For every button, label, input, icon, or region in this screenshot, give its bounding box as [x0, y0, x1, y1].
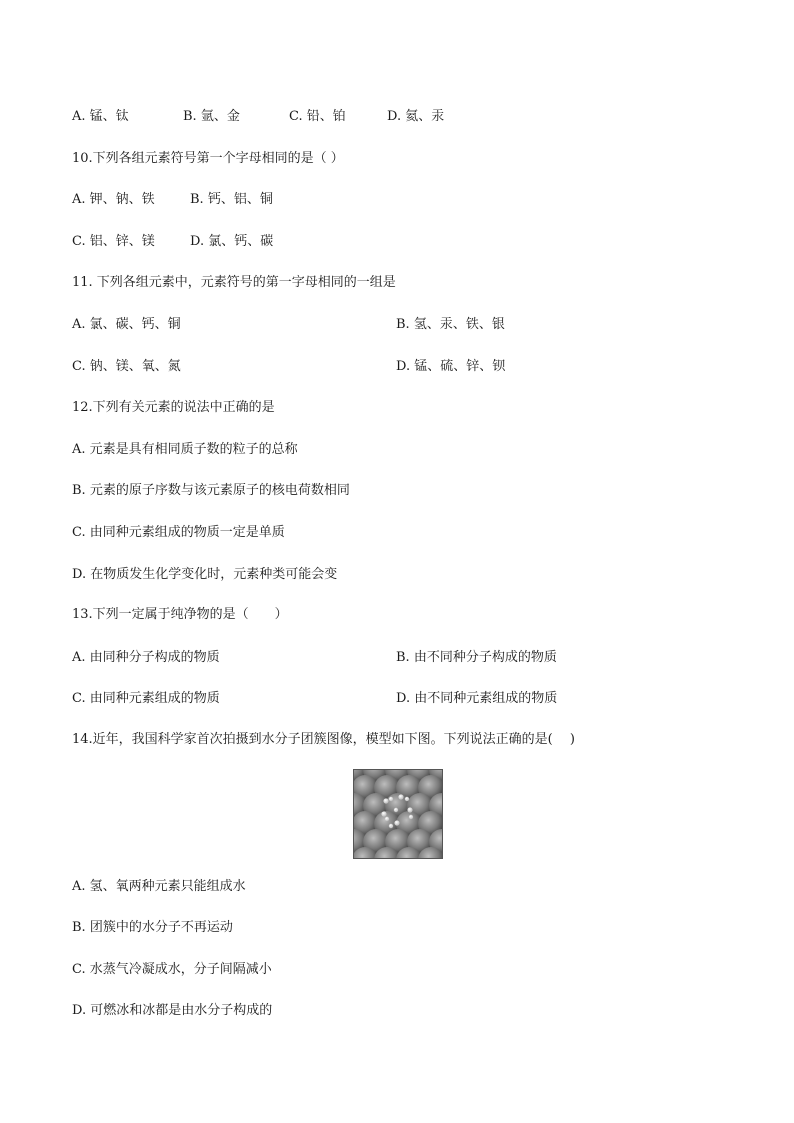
q13-option-a: A. 由同种分子构成的物质	[72, 650, 220, 665]
q14-stem: 14.近年，我国科学家首次拍摄到水分子团簇图像，模型如下图。下列说法正确的是( )	[72, 732, 575, 747]
q12-option-a: A. 元素是具有相同质子数的粒子的总称	[72, 442, 298, 457]
q14-option-a: A. 氢、氧两种元素只能组成水	[72, 879, 246, 894]
q13-option-d: D. 由不同种元素组成的物质	[396, 691, 558, 706]
q11-option-a: A. 氯、碳、钙、铜	[72, 317, 181, 332]
q10-option-c: C. 铝、锌、镁	[72, 234, 155, 249]
q9-option-d: D. 氦、汞	[387, 109, 445, 124]
q10-stem: 10.下列各组元素符号第一个字母相同的是（ ）	[72, 151, 344, 166]
q12-stem: 12.下列有关元素的说法中正确的是	[72, 400, 275, 415]
q12-option-d: D. 在物质发生化学变化时，元素种类可能会变	[72, 567, 338, 582]
q13-option-b: B. 由不同种分子构成的物质	[396, 650, 557, 665]
water-cluster-model-graphic	[354, 770, 442, 858]
q11-option-b: B. 氢、汞、铁、银	[396, 317, 505, 332]
q9-option-a: A. 锰、钛	[72, 109, 129, 124]
q11-option-c: C. 钠、镁、氧、氮	[72, 359, 181, 374]
water-cluster-image	[353, 769, 443, 859]
q10-option-b: B. 钙、铝、铜	[190, 192, 273, 207]
q14-option-c: C. 水蒸气冷凝成水，分子间隔减小	[72, 962, 272, 977]
q11-option-d: D. 锰、硫、锌、钡	[396, 359, 506, 374]
q14-option-d: D. 可燃冰和冰都是由水分子构成的	[72, 1003, 273, 1018]
q9-option-c: C. 铅、铂	[289, 109, 346, 124]
q12-option-b: B. 元素的原子序数与该元素原子的核电荷数相同	[72, 483, 350, 498]
q13-option-c: C. 由同种元素组成的物质	[72, 691, 220, 706]
q11-stem: 11. 下列各组元素中，元素符号的第一字母相同的一组是	[72, 275, 396, 290]
q13-stem: 13.下列一定属于纯净物的是（ ）	[72, 607, 288, 622]
q9-option-b: B. 氩、金	[183, 109, 240, 124]
q14-option-b: B. 团簇中的水分子不再运动	[72, 920, 233, 935]
q12-option-c: C. 由同种元素组成的物质一定是单质	[72, 525, 285, 540]
q10-option-a: A. 钾、钠、铁	[72, 192, 155, 207]
q10-option-d: D. 氯、钙、碳	[190, 234, 274, 249]
